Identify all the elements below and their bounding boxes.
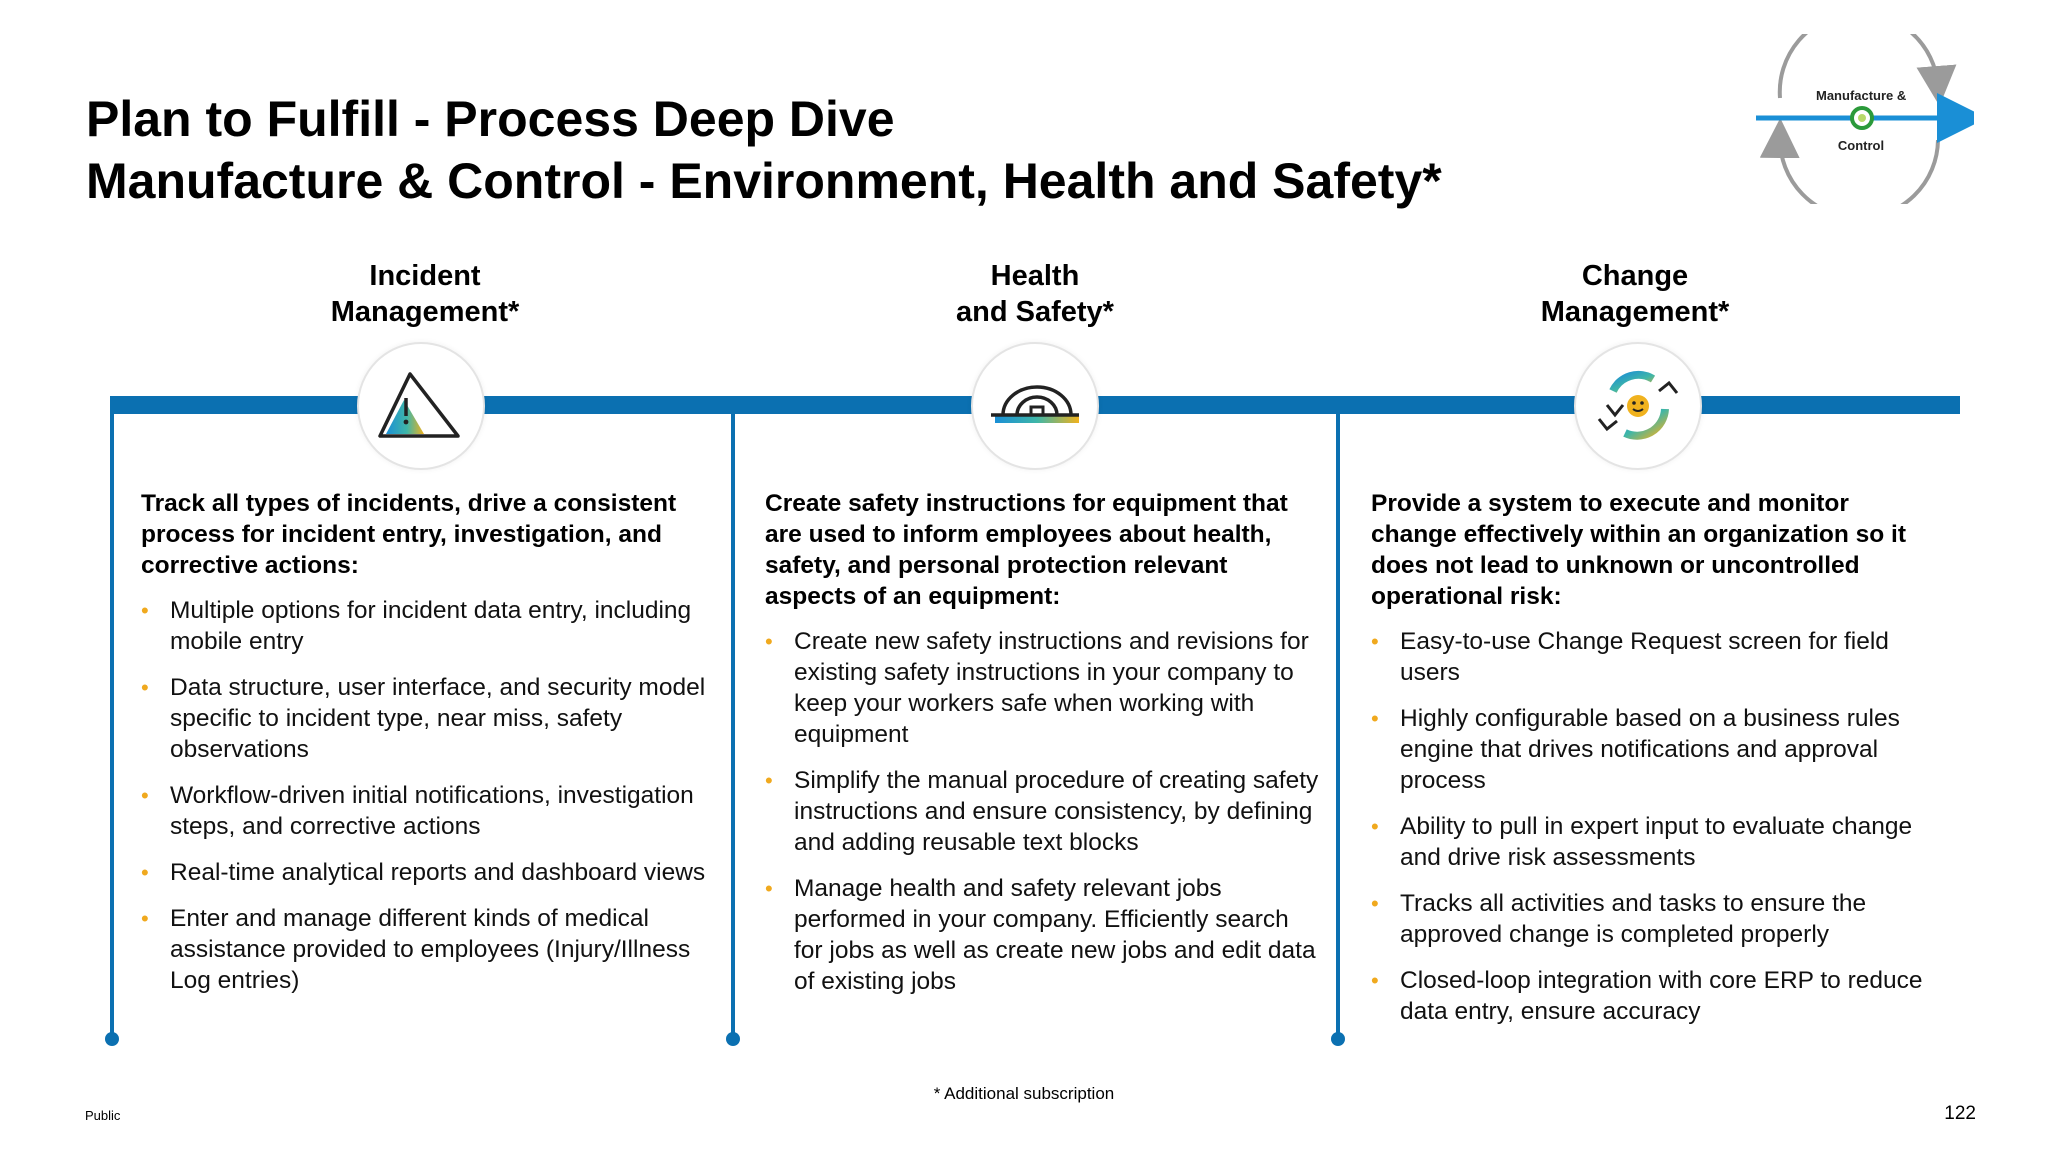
bullet-dot-icon: • <box>141 783 149 808</box>
heading-line: and Safety* <box>956 296 1114 328</box>
bullet-text: Create new safety instructions and revisions for existing safety instructions in your company to keep your workers safe when working with equipment <box>794 628 1309 748</box>
bullet-text: Multiple options for incident data entry, including mobile entry <box>170 597 692 655</box>
badge-label-bottom: Control <box>1837 138 1885 153</box>
bullet-dot-icon: • <box>765 768 773 793</box>
list-item <box>141 595 721 657</box>
heading-line: Change <box>1581 260 1689 292</box>
page-title <box>86 88 1442 212</box>
bullet-text: Tracks all activities and tasks to ensure the approved change is completed properly <box>1400 890 1867 948</box>
bullet-text: Data structure, user interface, and security model specific to incident type, near miss, safety observations <box>170 674 706 763</box>
page-title-line2: Manufacture & Control - Environment, Health and Safety* <box>86 153 1442 209</box>
badge-label-top: Manufacture & <box>1816 88 1907 103</box>
heading-line: Incident <box>369 260 481 292</box>
timeline-dot-3 <box>1331 1032 1345 1046</box>
bullet-dot-icon: • <box>1371 891 1379 916</box>
classification-label: Public <box>85 1108 121 1123</box>
list-item <box>1371 888 1941 950</box>
column-intro: Create safety instructions for equipment that are used to inform employees about health, safety, and personal protection relevant aspects of an equipment: <box>765 490 1288 610</box>
bullet-text: Ability to pull in expert input to evaluate change and drive risk assessments <box>1400 813 1913 871</box>
list-item <box>765 626 1323 750</box>
bullet-text: Workflow-driven initial notifications, investigation steps, and corrective actions <box>170 782 694 840</box>
column-body-health-safety <box>765 488 1323 1012</box>
bullet-dot-icon: • <box>765 629 773 654</box>
bullet-dot-icon: • <box>141 598 149 623</box>
list-item <box>141 857 721 888</box>
incident-icon-circle <box>357 342 485 470</box>
warning-triangle-icon <box>376 366 466 446</box>
cycle-icon <box>1754 34 1974 204</box>
list-item <box>1371 965 1941 1027</box>
bullet-text: Real-time analytical reports and dashboard views <box>170 859 706 886</box>
page-number: 122 <box>1944 1103 1976 1124</box>
column-heading-incident <box>300 258 550 330</box>
bullet-dot-icon: • <box>141 675 149 700</box>
column-body-change <box>1371 488 1941 1042</box>
hard-hat-icon <box>987 371 1083 441</box>
bullet-dot-icon: • <box>765 876 773 901</box>
heading-line: Management* <box>330 296 520 328</box>
heading-line: Management* <box>1540 296 1730 328</box>
list-item <box>1371 811 1941 873</box>
column-body-incident <box>141 488 721 1011</box>
column-intro: Provide a system to execute and monitor change effectively within an organization so it does not lead to unknown or uncontrolled operational risk: <box>1371 490 1907 610</box>
bullet-dot-icon: • <box>1371 706 1379 731</box>
bullet-dot-icon: • <box>141 860 149 885</box>
bullet-text: Highly configurable based on a business rules engine that drives notifications and approval process <box>1400 705 1900 794</box>
footnote: * Additional subscription <box>933 1084 1115 1103</box>
timeline-drop-1 <box>110 404 114 1040</box>
list-item <box>141 672 721 765</box>
bullet-list <box>141 595 721 996</box>
bullet-text: Manage health and safety relevant jobs performed in your company. Efficiently search for jobs as well as create new jobs and edit data of existing jobs <box>794 875 1316 995</box>
change-icon-circle <box>1574 342 1702 470</box>
timeline-dot-1 <box>105 1032 119 1046</box>
health-safety-icon-circle <box>971 342 1099 470</box>
list-item <box>141 780 721 842</box>
column-heading-health-safety <box>910 258 1160 330</box>
change-cycle-icon <box>1593 361 1683 451</box>
column-heading-change <box>1510 258 1760 330</box>
process-badge <box>1754 34 1974 204</box>
column-intro: Track all types of incidents, drive a consistent process for incident entry, investigation, and corrective actions: <box>141 490 677 579</box>
timeline-drop-3 <box>1336 404 1340 1040</box>
page-title-line1: Plan to Fulfill - Process Deep Dive <box>86 91 895 147</box>
bullet-list <box>765 626 1323 997</box>
bullet-dot-icon: • <box>141 906 149 931</box>
bullet-dot-icon: • <box>1371 814 1379 839</box>
list-item <box>1371 626 1941 688</box>
bullet-text: Enter and manage different kinds of medical assistance provided to employees (Injury/Illness Log entries) <box>170 905 691 994</box>
bullet-text: Simplify the manual procedure of creating safety instructions and ensure consistency, by defining and adding reusable text blocks <box>794 767 1319 856</box>
timeline-dot-2 <box>726 1032 740 1046</box>
list-item <box>141 903 721 996</box>
heading-line: Health <box>990 260 1080 292</box>
timeline-drop-2 <box>731 404 735 1040</box>
bullet-text: Closed-loop integration with core ERP to reduce data entry, ensure accuracy <box>1400 967 1923 1025</box>
bullet-dot-icon: • <box>1371 629 1379 654</box>
bullet-text: Easy-to-use Change Request screen for field users <box>1400 628 1889 686</box>
list-item <box>765 765 1323 858</box>
list-item <box>1371 703 1941 796</box>
bullet-list <box>1371 626 1941 1027</box>
bullet-dot-icon: • <box>1371 968 1379 993</box>
list-item <box>765 873 1323 997</box>
